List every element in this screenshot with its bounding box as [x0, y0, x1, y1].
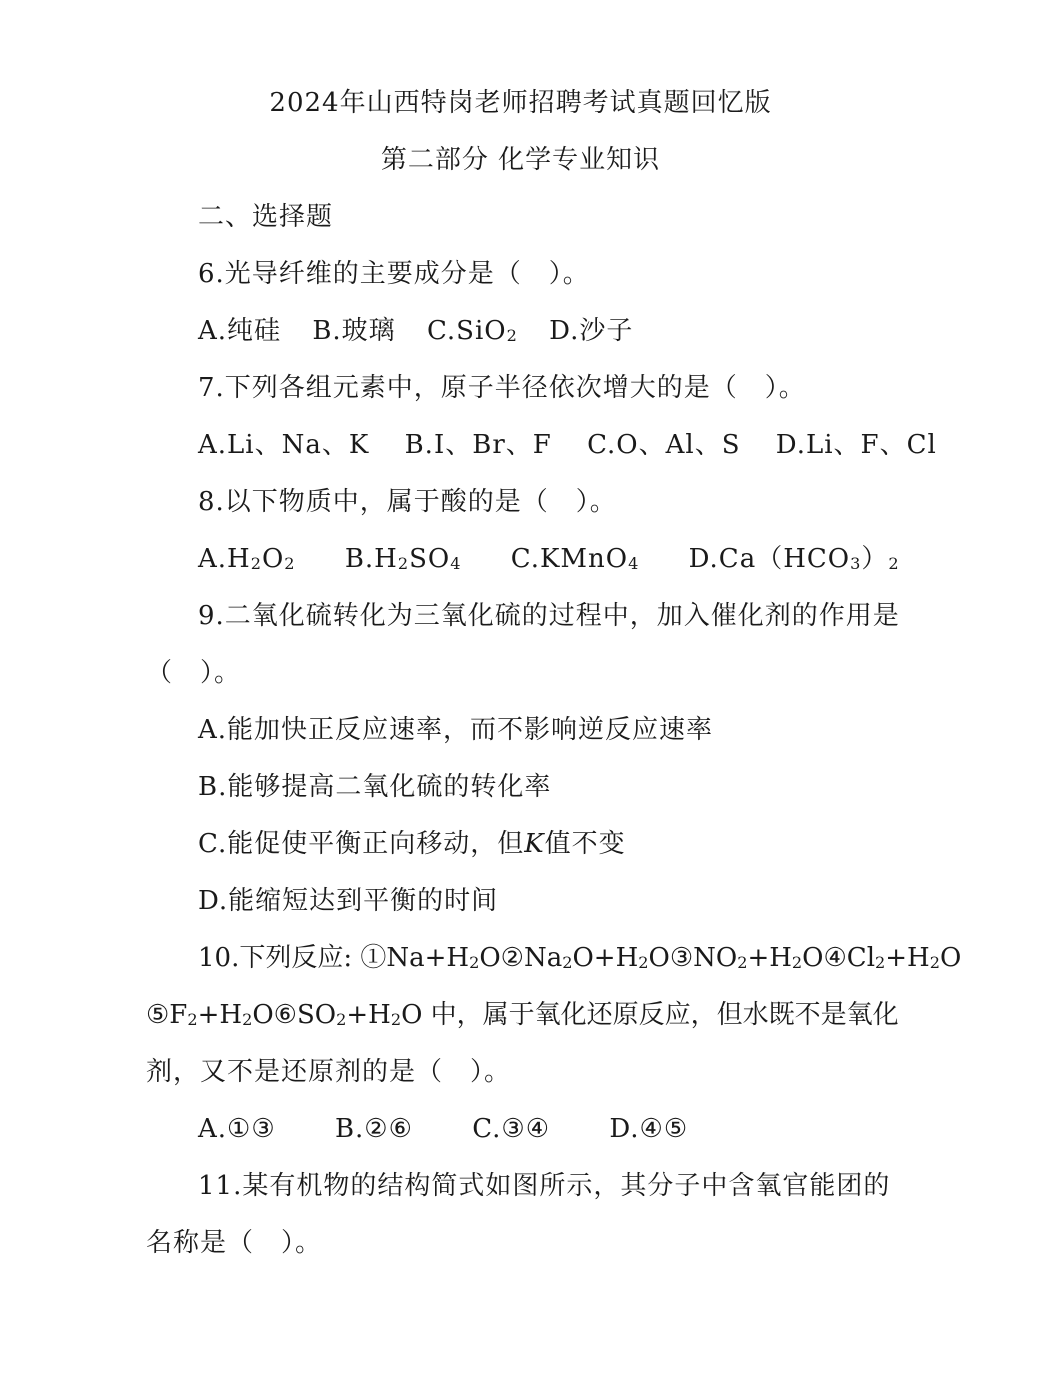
option-6a: A.纯硅: [198, 316, 282, 346]
option-6d: D.沙子: [549, 316, 634, 346]
option-7a: A.Li、Na、K: [198, 430, 370, 460]
option-9d: D.能缩短达到平衡的时间: [198, 886, 499, 916]
question-9-stem-continued: （ ）。: [146, 658, 242, 688]
question-8-options: [198, 542, 900, 576]
question-6-options: [198, 314, 633, 348]
question-10-stem-end: 剂，又不是还原剂的是（ ）。: [146, 1057, 512, 1087]
question-11-stem-continued: 名称是（ ）。: [146, 1228, 323, 1258]
option-10b: B.②⑥: [334, 1114, 413, 1144]
option-7c: C.O、Al、S: [587, 430, 741, 460]
option-6c: C.SiO$_2$: [426, 316, 518, 346]
option-8b: $B.H_2SO_4$: [344, 544, 462, 574]
question-10-options: [198, 1112, 688, 1146]
option-10c: C.③④: [472, 1114, 551, 1144]
option-8d: $D.Ca(HCO_3)_2$: [688, 544, 900, 574]
question-8-stem: 8.以下物质中，属于酸的是（ ）。: [198, 487, 617, 517]
option-9b: B.能够提高二氧化硫的转化率: [198, 772, 552, 802]
question-9-stem: 9.二氧化硫转化为三氧化硫的过程中，加入催化剂的作用是: [198, 601, 900, 631]
page-subtitle: 第二部分 化学专业知识: [380, 145, 661, 175]
page-title: 2024年山西特岗老师招聘考试真题回忆版: [269, 88, 772, 118]
option-8a: $A.H_2O_2$: [198, 544, 296, 574]
option-7d: D.Li、F、Cl: [775, 430, 937, 460]
option-6b: B.玻璃: [312, 316, 396, 346]
question-7-stem: 7.下列各组元素中，原子半径依次增大的是（ ）。: [198, 373, 806, 403]
option-9a: A.能加快正反应速率，而不影响逆反应速率: [198, 715, 714, 745]
question-11-stem: 11.某有机物的结构简式如图所示，其分子中含氧官能团的: [198, 1171, 891, 1201]
option-10d: D.④⑤: [609, 1114, 689, 1144]
question-10-stem: 10.下列反应: $①Na+H_2O②Na_2O+H_2O③NO_2+H_2O④Cl_2+H_2O$: [198, 943, 962, 973]
question-6-stem: 6.光导纤维的主要成分是（ ）。: [198, 259, 590, 289]
option-8c: C.KMnO$_4$: [510, 544, 640, 574]
question-10-stem-continued: $⑤F_2+H_2O⑥SO_2+H_2O$ 中，属于氧化还原反应，但水既不是氧化: [146, 1000, 899, 1030]
option-9c: C.能促使平衡正向移动，但K值不变: [198, 829, 626, 859]
option-7b: B.I、Br、F: [404, 430, 552, 460]
section-label: 二、选择题: [198, 202, 334, 232]
option-10a: A.①③: [198, 1114, 276, 1144]
question-7-options: [198, 428, 937, 462]
